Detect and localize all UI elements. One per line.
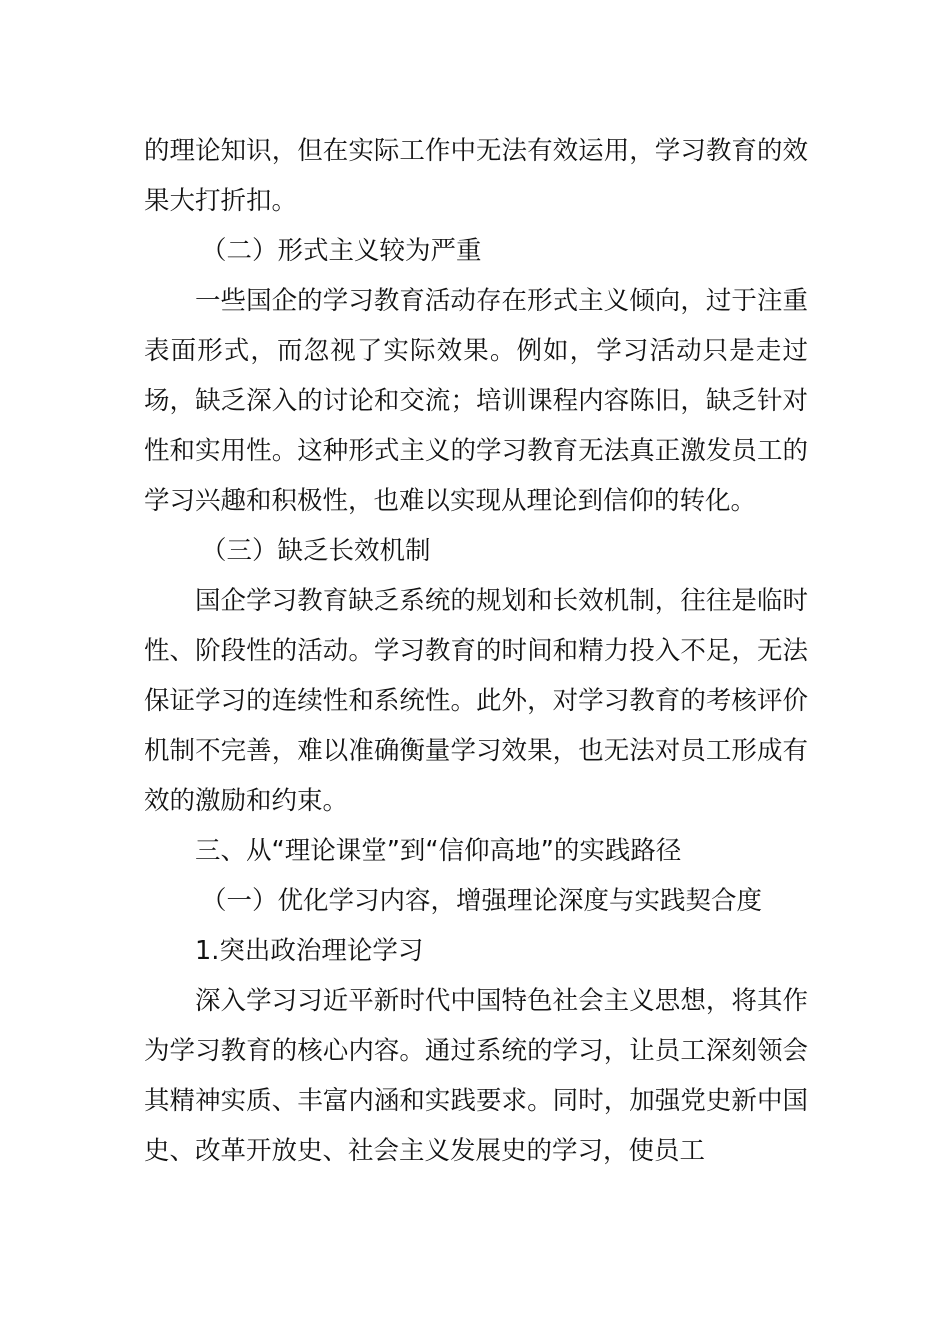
paragraph-mechanism: 国企学习教育缺乏系统的规划和长效机制，往往是临时性、阶段性的活动。学习教育的时间和精力投入不足，无法保证学习的连续性和系统性。此外，对学习教育的考核评价机制不完善，难以准确衡量学习效果，也无法对员工形成有效的激励和约束。 (144, 586, 808, 816)
document-body (144, 126, 808, 1176)
paragraph-political-theory: 深入学习习近平新时代中国特色社会主义思想，将其作为学习教育的核心内容。通过系统的学习，让员工深刻领会其精神实质、丰富内涵和实践要求。同时，加强党史新中国史、改革开放史、社会主义发展史的学习，使员工 (144, 986, 808, 1166)
section-heading-practice-path: 三、从“理论课堂”到“信仰高地”的实践路径 (195, 836, 682, 866)
item-heading-political-theory: 1.突出政治理论学习 (195, 936, 424, 966)
paragraph-continued: 的理论知识，但在实际工作中无法有效运用，学习教育的效果大打折扣。 (144, 136, 808, 216)
subsection-heading-optimize-content: （一）优化学习内容，增强理论深度与实践契合度 (201, 886, 763, 916)
section-heading-formalism: （二）形式主义较为严重 (201, 236, 482, 266)
paragraph-formalism: 一些国企的学习教育活动存在形式主义倾向，过于注重表面形式，而忽视了实际效果。例如，学习活动只是走过场，缺乏深入的讨论和交流；培训课程内容陈旧，缺乏针对性和实用性。这种形式主义的学习教育无法真正激发员工的学习兴趣和积极性，也难以实现从理论到信仰的转化。 (144, 286, 808, 516)
section-heading-mechanism: （三）缺乏长效机制 (201, 536, 431, 566)
